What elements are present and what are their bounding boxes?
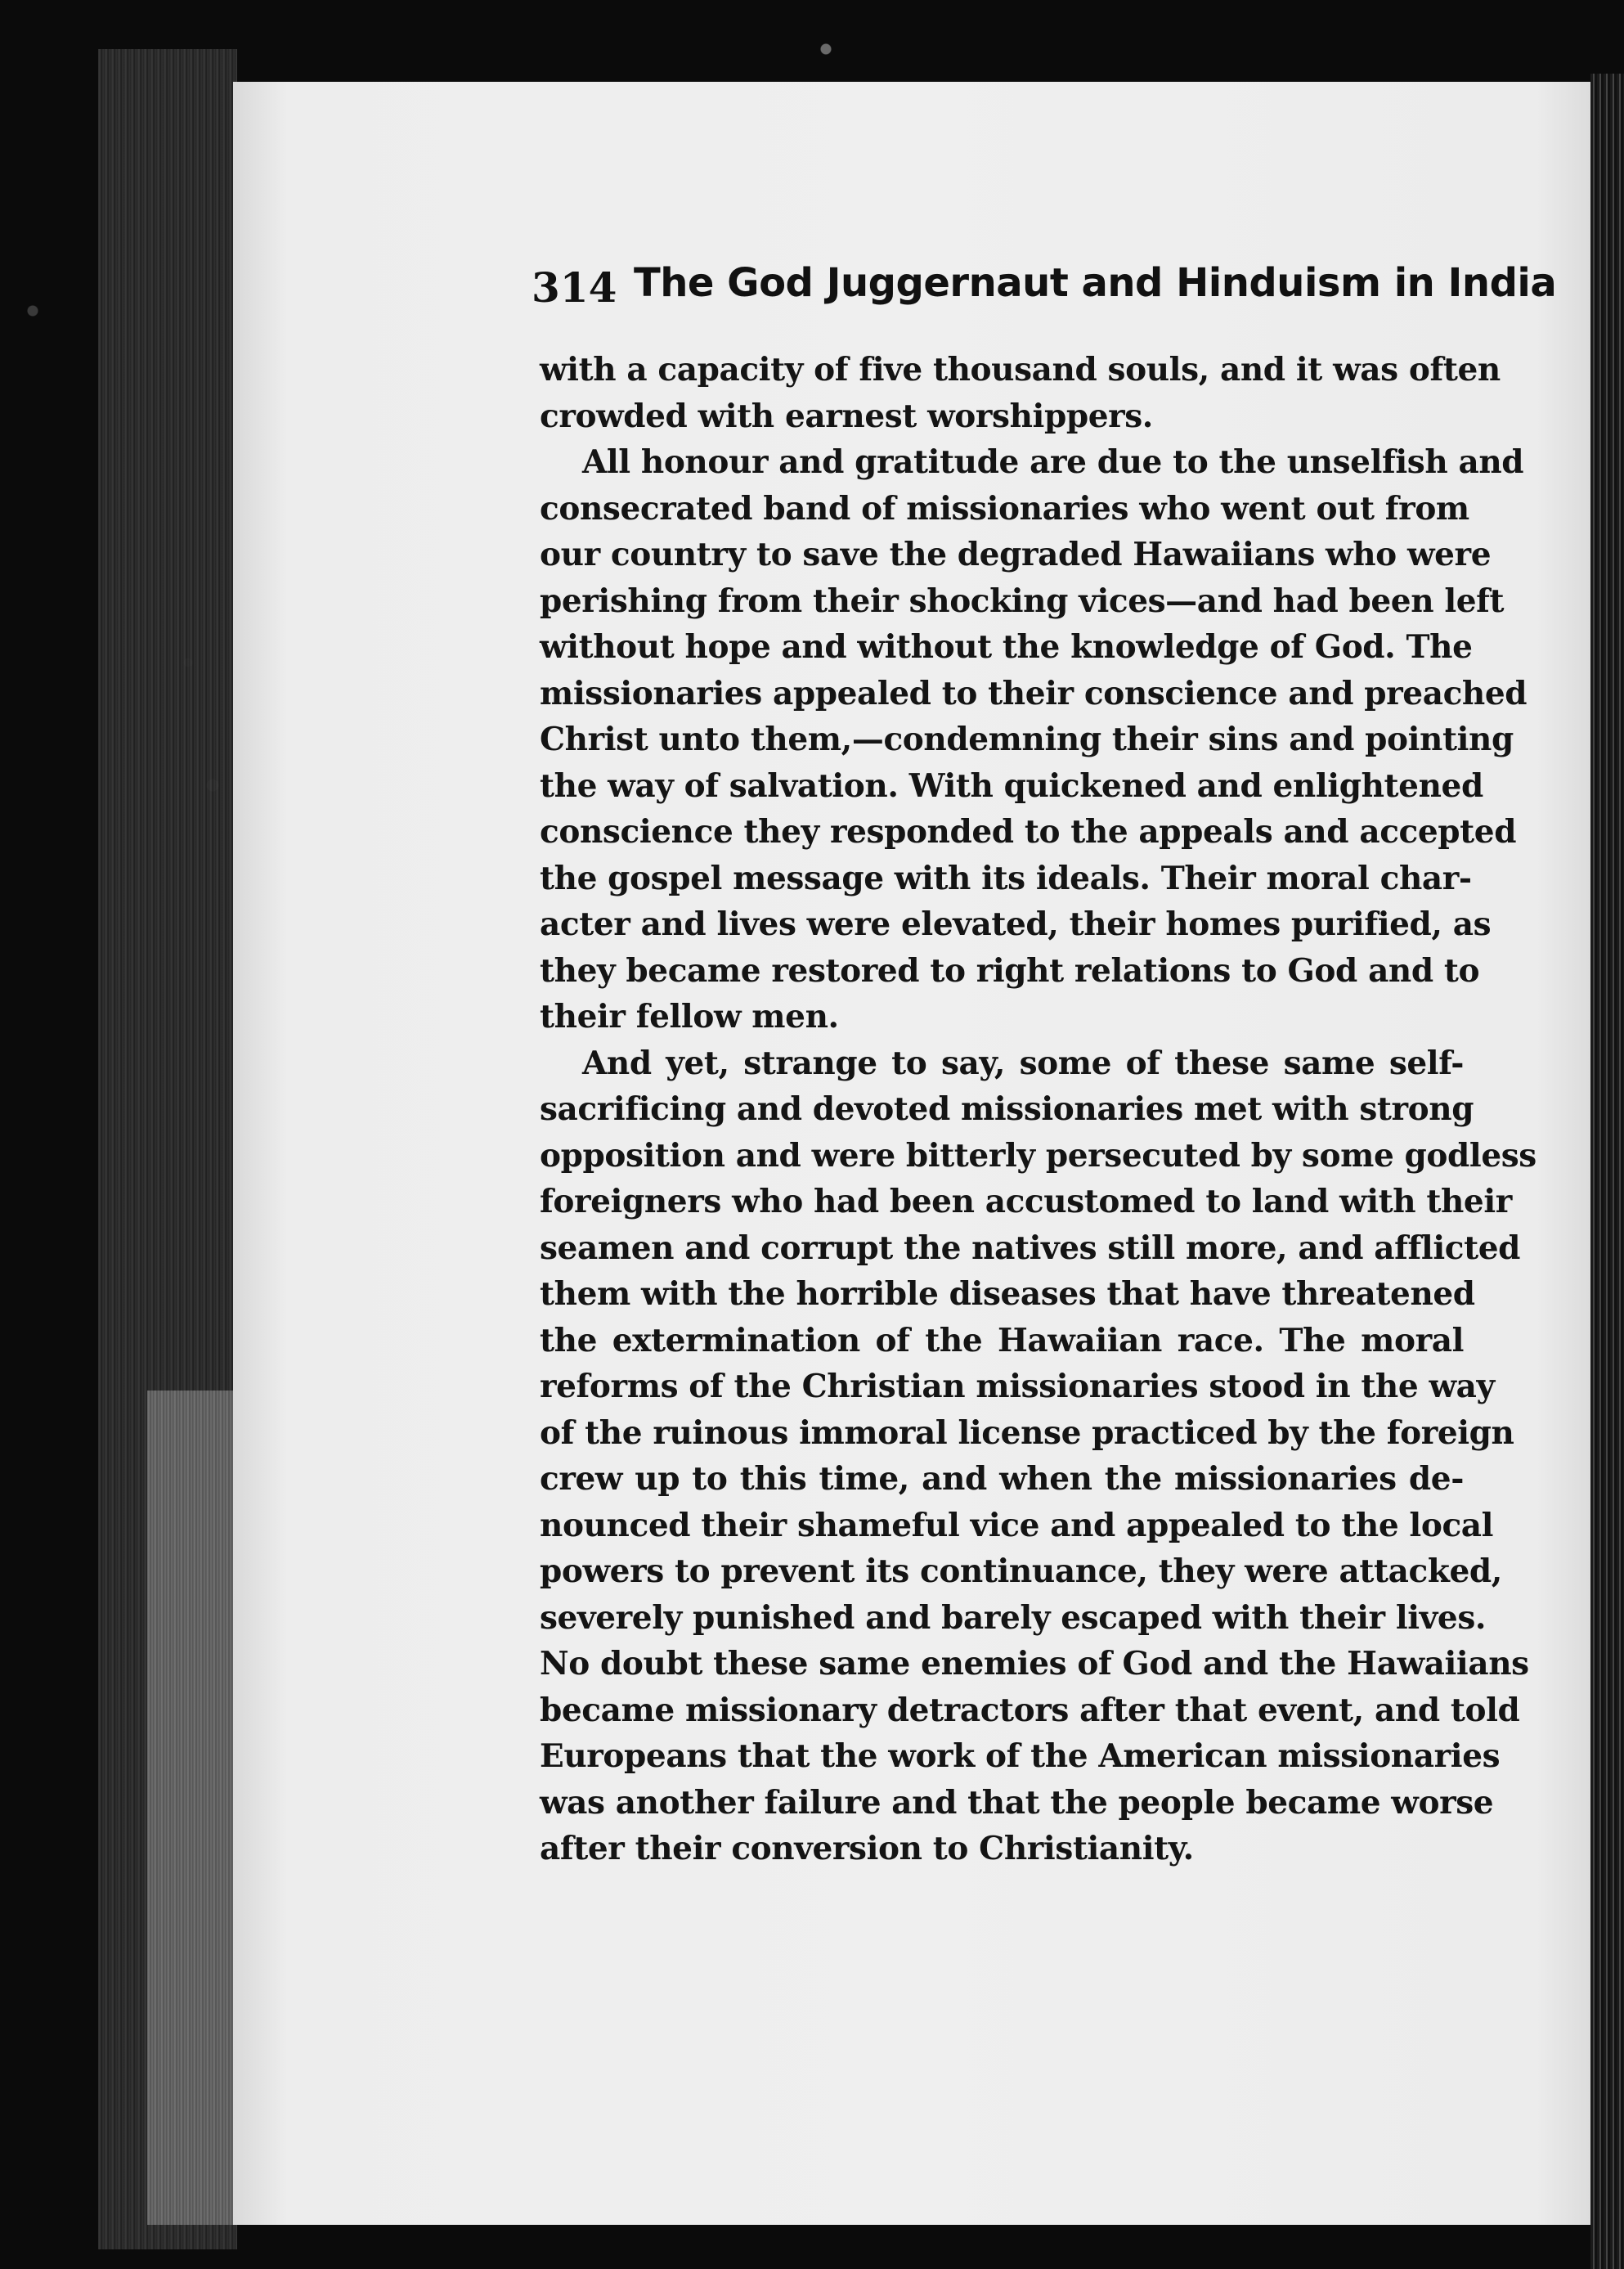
text-line: the gospel message with its ideals. Their moral char- bbox=[540, 859, 1472, 897]
text-line: Europeans that the work of the American missionaries bbox=[540, 1737, 1501, 1775]
text-line: consecrated band of missionaries who went out from bbox=[540, 489, 1469, 528]
running-head bbox=[532, 260, 1557, 329]
paragraph bbox=[540, 1040, 1537, 1872]
text-line: foreigners who had been accustomed to land with their bbox=[540, 1183, 1512, 1220]
text-line: powers to prevent its continuance, they were attacked, bbox=[540, 1552, 1502, 1590]
text-line: conscience they responded to the appeals and accepted bbox=[540, 813, 1517, 851]
running-title: The God Juggernaut and Hinduism in India bbox=[634, 260, 1557, 306]
text-line: All honour and gratitude are due to the unselfish and bbox=[582, 443, 1524, 481]
text-line: after their conversion to Christianity. bbox=[540, 1830, 1194, 1867]
text-line: of the ruinous immoral license practiced by the foreign bbox=[540, 1413, 1514, 1452]
text-line: No doubt these same enemies of God and the Hawaiians bbox=[540, 1645, 1529, 1683]
text-line: them with the horrible diseases that have threatened bbox=[540, 1275, 1475, 1313]
text-line: sacrificing and devoted missionaries met with strong bbox=[540, 1090, 1474, 1128]
text-line: acter and lives were elevated, their homes purified, as bbox=[540, 905, 1492, 943]
text-line: nounced their shameful vice and appealed to the local bbox=[540, 1506, 1494, 1544]
text-line: seamen and corrupt the natives still more, and afflicted bbox=[540, 1229, 1520, 1267]
text-line: their fellow men. bbox=[540, 998, 839, 1036]
text-line: crew up to this time, and when the missionaries de- bbox=[540, 1460, 1464, 1498]
text-line: our country to save the degraded Hawaiians who were bbox=[540, 536, 1492, 573]
text-line: without hope and without the knowledge of God. The bbox=[540, 628, 1473, 666]
text-line: was another failure and that the people became worse bbox=[540, 1783, 1494, 1822]
text-line: with a capacity of five thousand souls, and it was often bbox=[540, 351, 1501, 389]
text-line: perishing from their shocking vices—and had been left bbox=[540, 582, 1505, 620]
page-edge bbox=[1590, 74, 1624, 2269]
text-line: the way of salvation. With quickened and enlightened bbox=[540, 766, 1483, 805]
paragraph bbox=[540, 439, 1528, 1040]
paragraph bbox=[540, 347, 1501, 439]
text-line: opposition and were bitterly persecuted by some godless bbox=[540, 1136, 1537, 1175]
body-text bbox=[540, 347, 1537, 1872]
page-number: 314 bbox=[532, 263, 617, 312]
text-line: they became restored to right relations to God and to bbox=[540, 951, 1480, 990]
text-line: missionaries appealed to their conscience and preached bbox=[540, 674, 1528, 712]
text-line: became missionary detractors after that event, and told bbox=[540, 1691, 1520, 1729]
text-line: reforms of the Christian missionaries stood in the way bbox=[540, 1368, 1495, 1405]
text-line: the extermination of the Hawaiian race. The moral bbox=[540, 1321, 1464, 1359]
text-line: Christ unto them,—condemning their sins and pointing bbox=[540, 721, 1514, 758]
text-line: crowded with earnest worshippers. bbox=[540, 397, 1153, 435]
text-line: And yet, strange to say, some of these same self- bbox=[582, 1044, 1464, 1082]
text-line: severely punished and barely escaped with their lives. bbox=[540, 1598, 1487, 1637]
